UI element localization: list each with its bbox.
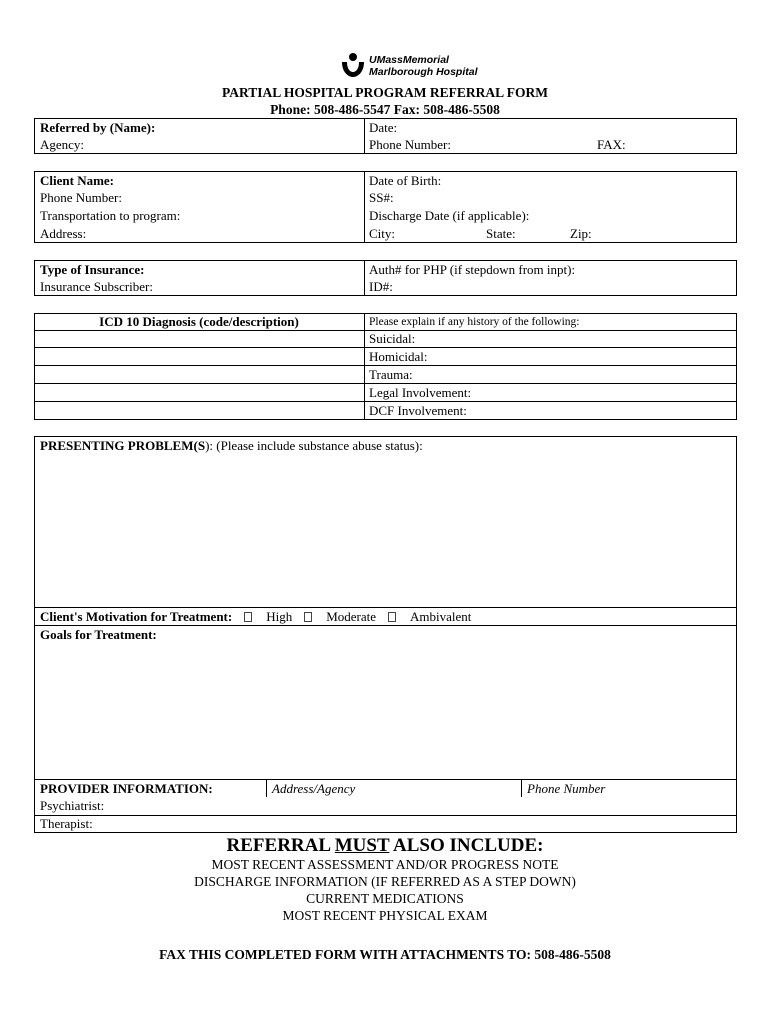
diagnosis-row-line bbox=[34, 365, 737, 366]
transport-label: Transportation to program: bbox=[40, 208, 181, 223]
fax-instructions: FAX THIS COMPLETED FORM WITH ATTACHMENTS TO: 508-486-5508 bbox=[159, 947, 611, 962]
diagnosis-header: ICD 10 Diagnosis (code/description) bbox=[99, 314, 299, 329]
history-suicidal: Suicidal: bbox=[369, 331, 416, 346]
diagnosis-row-line bbox=[34, 347, 737, 348]
form-contact: Phone: 508-486-5547 Fax: 508-486-5508 bbox=[270, 102, 500, 117]
presenting-problem-label bbox=[40, 438, 423, 454]
provider-divider-2 bbox=[521, 779, 522, 797]
therapist-label: Therapist: bbox=[40, 816, 93, 831]
must-include-item: DISCHARGE INFORMATION (IF REFERRED AS A STEP DOWN) bbox=[194, 874, 576, 889]
agency-label: Agency: bbox=[40, 137, 85, 152]
must-include-pre: REFERRAL bbox=[226, 835, 335, 856]
logo-line2: Marlborough Hospital bbox=[369, 66, 478, 78]
history-homicidal: Homicidal: bbox=[369, 349, 428, 364]
psychiatrist-label: Psychiatrist: bbox=[40, 798, 105, 813]
referral-phone-label: Phone Number: bbox=[369, 137, 451, 152]
presenting-problem-bold: PRESENTING PROBLEM(S bbox=[40, 438, 206, 453]
motivation-row bbox=[40, 609, 471, 625]
provider-divider-1 bbox=[266, 779, 267, 797]
motivation-label: Client's Motivation for Treatment: bbox=[40, 609, 233, 624]
referral-divider bbox=[364, 118, 365, 154]
insurance-divider bbox=[364, 260, 365, 296]
logo-line1: UMassMemorial bbox=[369, 54, 449, 66]
ambivalent-option-label: Ambivalent bbox=[410, 609, 472, 624]
logo-icon bbox=[340, 52, 366, 78]
presenting-problem-rest: ): (Please include substance abuse status): bbox=[205, 438, 423, 453]
referred-by-label: Referred by (Name): bbox=[40, 120, 156, 135]
history-legal: Legal Involvement: bbox=[369, 385, 472, 400]
high-option-label: High bbox=[266, 609, 293, 624]
provider-top-line bbox=[34, 779, 737, 780]
client-name-label: Client Name: bbox=[40, 173, 115, 188]
address-label: Address: bbox=[40, 226, 87, 241]
insurance-subscriber-label: Insurance Subscriber: bbox=[40, 279, 153, 294]
history-dcf: DCF Involvement: bbox=[369, 403, 467, 418]
goals-label: Goals for Treatment: bbox=[40, 627, 157, 642]
goals-top-line bbox=[34, 625, 737, 626]
insurance-id-label: ID#: bbox=[369, 279, 393, 294]
provider-phone-header: Phone Number bbox=[527, 781, 606, 796]
referral-fax-label: FAX: bbox=[597, 137, 626, 152]
state-label: State: bbox=[486, 226, 516, 241]
must-include-must: MUST bbox=[334, 835, 390, 856]
must-include-title bbox=[0, 834, 770, 858]
motivation-top-line bbox=[34, 607, 737, 608]
client-phone-label: Phone Number: bbox=[40, 190, 122, 205]
therapist-top-line bbox=[34, 815, 737, 816]
form-title: PARTIAL HOSPITAL PROGRAM REFERRAL FORM bbox=[221, 85, 549, 100]
provider-address-header: Address/Agency bbox=[272, 781, 356, 796]
diagnosis-row-line bbox=[34, 401, 737, 402]
zip-label: Zip: bbox=[570, 226, 592, 241]
provider-info-label: PROVIDER INFORMATION: bbox=[40, 781, 213, 796]
referral-date-label: Date: bbox=[369, 120, 398, 135]
ss-label: SS#: bbox=[369, 190, 394, 205]
insurance-type-label: Type of Insurance: bbox=[40, 262, 145, 277]
must-include-post: ALSO INCLUDE: bbox=[389, 835, 544, 856]
client-divider bbox=[364, 171, 365, 243]
history-explain-label: Please explain if any history of the following: bbox=[369, 316, 580, 328]
must-include-item: MOST RECENT PHYSICAL EXAM bbox=[282, 908, 488, 923]
city-label: City: bbox=[369, 226, 396, 241]
discharge-label: Discharge Date (if applicable): bbox=[369, 208, 530, 223]
hospital-logo bbox=[338, 51, 478, 81]
history-trauma: Trauma: bbox=[369, 367, 413, 382]
must-include-item: MOST RECENT ASSESSMENT AND/OR PROGRESS NOTE bbox=[211, 857, 559, 872]
auth-label: Auth# for PHP (if stepdown from inpt): bbox=[369, 262, 576, 277]
moderate-checkbox[interactable] bbox=[304, 612, 312, 622]
ambivalent-checkbox[interactable] bbox=[388, 612, 396, 622]
moderate-option-label: Moderate bbox=[326, 609, 377, 624]
high-checkbox[interactable] bbox=[244, 612, 252, 622]
dob-label: Date of Birth: bbox=[369, 173, 442, 188]
diagnosis-row-line bbox=[34, 383, 737, 384]
must-include-item: CURRENT MEDICATIONS bbox=[306, 891, 464, 906]
